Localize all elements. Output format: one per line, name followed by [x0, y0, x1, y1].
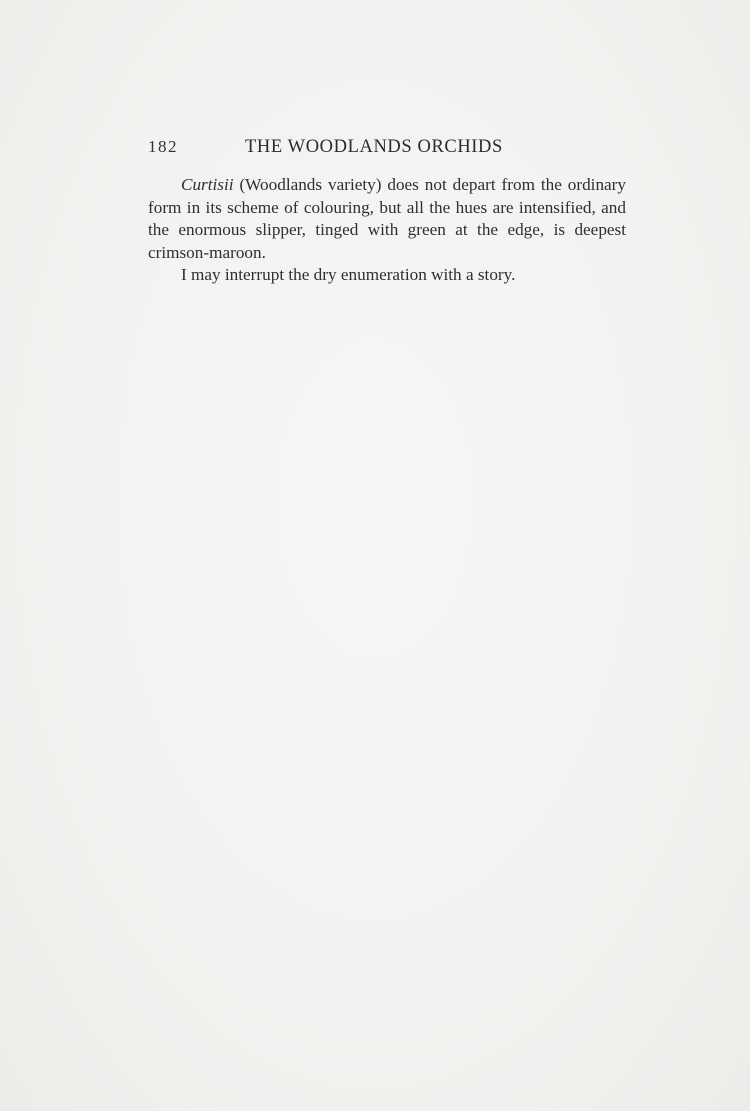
italic-lead-term: Curtisii [181, 175, 234, 194]
paragraph-text: (Woodlands variety) does not depart from the ordinary form in its scheme of colouring, but all the hues are intensified, and the enormous slipper, tinged with green at the edge, is deepest crimson-maroon. [148, 175, 626, 262]
paragraph-story [148, 264, 626, 287]
page-number: 182 [148, 137, 178, 156]
paragraph-text: I may interrupt the dry enumeration with a story. [181, 265, 516, 284]
running-title: THE WOODLANDS ORCHIDS [245, 137, 503, 157]
paragraph-curtisii [148, 174, 626, 264]
running-head [148, 137, 628, 161]
body-text [148, 174, 626, 287]
